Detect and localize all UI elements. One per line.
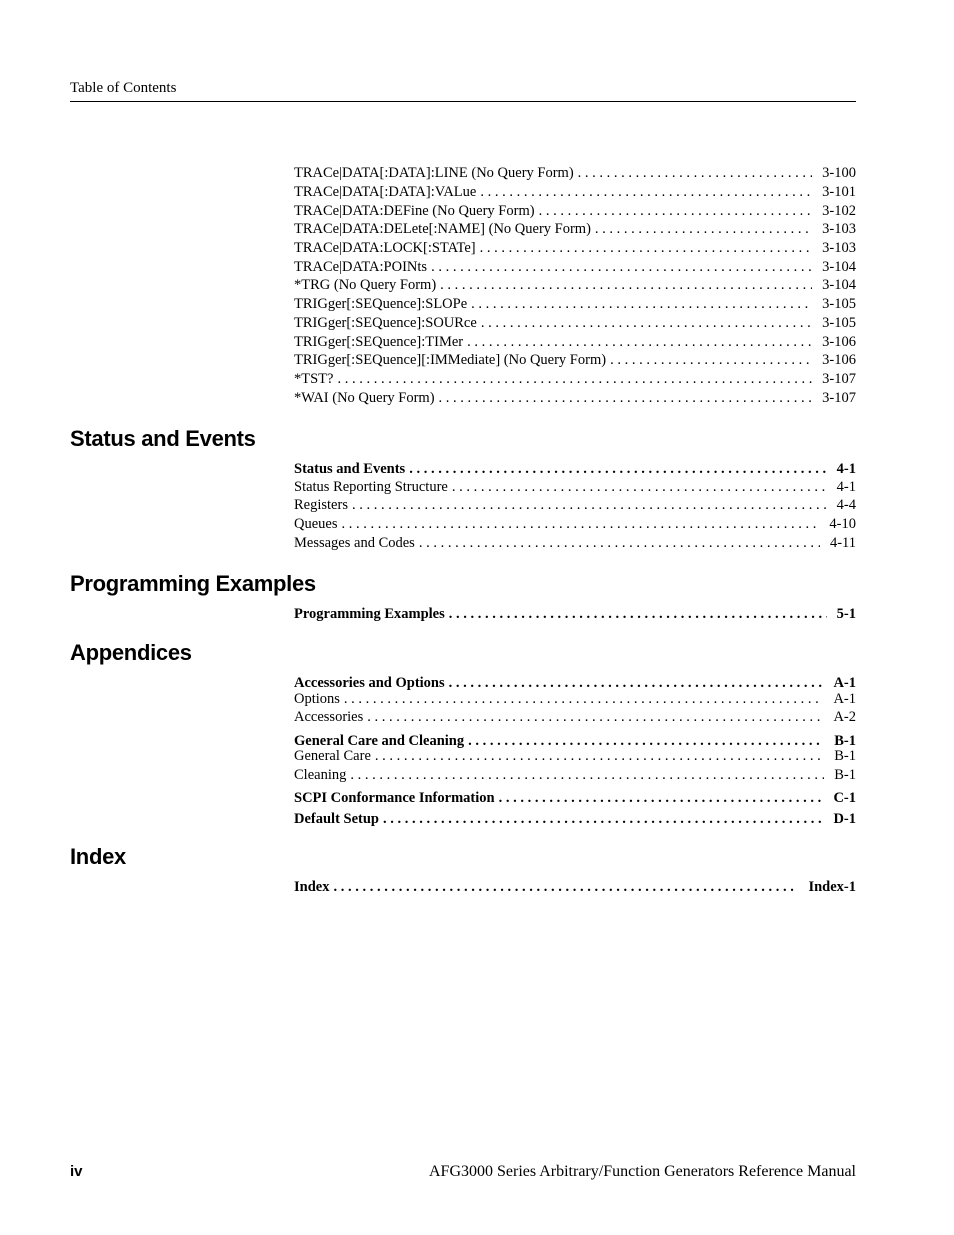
toc-entry-page: 3-101 — [822, 184, 856, 200]
toc-entry-page: B-1 — [834, 733, 856, 749]
toc-entry-title: TRIGger[:SEQuence][:IMMediate] (No Query Form) — [294, 352, 607, 368]
toc-entry-title: Programming Examples — [294, 606, 445, 622]
dot-leader — [499, 789, 824, 807]
dot-leader — [481, 314, 812, 332]
toc-entry[interactable] — [294, 534, 856, 552]
dot-leader — [467, 333, 812, 351]
toc-entry-title: TRIGger[:SEQuence]:SLOPe — [294, 296, 468, 312]
toc-entry-title: Accessories and Options — [294, 675, 445, 691]
toc-entry[interactable] — [294, 690, 856, 708]
toc-entry-title: General Care — [294, 748, 371, 764]
toc-entry-page: 4-10 — [829, 516, 856, 532]
toc-entry[interactable] — [294, 258, 856, 276]
toc-entry-title: Default Setup — [294, 811, 379, 827]
toc-entry-page: 3-104 — [822, 259, 856, 275]
dot-leader — [578, 164, 813, 182]
toc-entry-title: Queues — [294, 516, 338, 532]
dot-leader — [480, 183, 812, 201]
toc-entry-title: Options — [294, 691, 340, 707]
toc-entry-title: *TST? — [294, 371, 334, 387]
dot-leader — [367, 708, 823, 726]
toc-entry[interactable] — [294, 202, 856, 220]
dot-leader — [452, 478, 827, 496]
toc-entry-title: Status Reporting Structure — [294, 479, 448, 495]
dot-leader — [431, 258, 812, 276]
dot-leader — [383, 810, 823, 828]
toc-entry[interactable] — [294, 239, 856, 257]
dot-leader — [409, 460, 826, 478]
toc-chapter-entry[interactable] — [294, 878, 856, 896]
toc-entry-title: General Care and Cleaning — [294, 733, 465, 749]
dot-leader — [595, 220, 812, 238]
toc-entry[interactable] — [294, 314, 856, 332]
toc-entry-page: 3-103 — [822, 240, 856, 256]
toc-entry-title: Status and Events — [294, 461, 406, 477]
dot-leader — [350, 766, 824, 784]
toc-entry-page: B-1 — [834, 748, 856, 764]
toc-entry-page: 3-106 — [822, 334, 856, 350]
section-heading-programming-examples: Programming Examples — [70, 571, 316, 596]
toc-entry-page: 3-102 — [822, 203, 856, 219]
toc-entry-page: 3-107 — [822, 371, 856, 387]
toc-entry-title: TRACe|DATA:POINts — [294, 259, 428, 275]
toc-entry[interactable] — [294, 333, 856, 351]
toc-chapter-entry[interactable] — [294, 605, 856, 623]
toc-entry[interactable] — [294, 295, 856, 313]
dot-leader — [333, 878, 798, 896]
dot-leader — [344, 690, 824, 708]
toc-entry-page: B-1 — [834, 767, 856, 783]
toc-entry[interactable] — [294, 351, 856, 369]
toc-entry[interactable] — [294, 220, 856, 238]
toc-entry-page: 3-105 — [822, 315, 856, 331]
toc-entry[interactable] — [294, 276, 856, 294]
toc-entry[interactable] — [294, 708, 856, 726]
toc-entry[interactable] — [294, 370, 856, 388]
toc-chapter-entry[interactable] — [294, 460, 856, 478]
dot-leader — [539, 202, 813, 220]
toc-entry[interactable] — [294, 496, 856, 514]
section-heading-index: Index — [70, 844, 126, 869]
toc-entry-title: Messages and Codes — [294, 535, 415, 551]
dot-leader — [352, 496, 827, 514]
toc-entry[interactable] — [294, 389, 856, 407]
toc-entry[interactable] — [294, 515, 856, 533]
toc-entry-page: 3-100 — [822, 165, 856, 181]
running-head: Table of Contents — [70, 80, 856, 102]
toc-entry-title: TRIGger[:SEQuence]:TIMer — [294, 334, 464, 350]
toc-entry-title: TRIGger[:SEQuence]:SOURce — [294, 315, 477, 331]
toc-entry-page: Index-1 — [808, 879, 856, 895]
dot-leader — [375, 747, 824, 765]
toc-entry-page: 4-11 — [829, 535, 856, 551]
toc-entry-page: A-1 — [833, 691, 856, 707]
dot-leader — [480, 239, 813, 257]
section-heading-appendices: Appendices — [70, 640, 192, 665]
toc-entry[interactable] — [294, 164, 856, 182]
toc-entry-title: Index — [294, 879, 330, 895]
toc-entry-title: TRACe|DATA:DEFine (No Query Form) — [294, 203, 535, 219]
dot-leader — [342, 515, 820, 533]
dot-leader — [471, 295, 812, 313]
toc-entry-title: TRACe|DATA:LOCK[:STATe] — [294, 240, 476, 256]
dot-leader — [337, 370, 812, 388]
toc-entry-title: TRACe|DATA[:DATA]:LINE (No Query Form) — [294, 165, 574, 181]
dot-leader — [610, 351, 812, 369]
toc-entry[interactable] — [294, 183, 856, 201]
manual-title: AFG3000 Series Arbitrary/Function Generators Reference Manual — [429, 1163, 856, 1180]
toc-entry-title: *TRG (No Query Form) — [294, 277, 437, 293]
toc-entry-page: 3-105 — [822, 296, 856, 312]
toc-entry-title: TRACe|DATA[:DATA]:VALue — [294, 184, 477, 200]
toc-entry-page: 4-4 — [836, 497, 856, 513]
toc-entry-page: A-2 — [833, 709, 856, 725]
toc-entry-page: D-1 — [833, 811, 856, 827]
page-number: iv — [70, 1163, 83, 1180]
toc-entry[interactable] — [294, 766, 856, 784]
dot-leader — [419, 534, 820, 552]
toc-entry[interactable] — [294, 478, 856, 496]
toc-entry-page: 3-103 — [822, 221, 856, 237]
toc-entry-title: SCPI Conformance Information — [294, 790, 495, 806]
toc-entry-page: 5-1 — [836, 606, 856, 622]
toc-entry-title: Cleaning — [294, 767, 347, 783]
toc-chapter-entry[interactable] — [294, 789, 856, 807]
dot-leader — [440, 276, 812, 294]
dot-leader — [439, 389, 813, 407]
toc-chapter-entry[interactable] — [294, 810, 856, 828]
toc-entry-page: C-1 — [833, 790, 856, 806]
section-heading-status-events: Status and Events — [70, 426, 256, 451]
toc-entry-page: 3-106 — [822, 352, 856, 368]
toc-entry-page: 4-1 — [836, 479, 856, 495]
toc-entry-page: A-1 — [833, 675, 856, 691]
toc-entry-title: Accessories — [294, 709, 364, 725]
toc-entry[interactable] — [294, 747, 856, 765]
toc-entry-page: 4-1 — [836, 461, 856, 477]
dot-leader — [449, 605, 827, 623]
toc-entry-page: 3-107 — [822, 390, 856, 406]
toc-entry-title: Registers — [294, 497, 348, 513]
toc-entry-title: TRACe|DATA:DELete[:NAME] (No Query Form) — [294, 221, 591, 237]
toc-entry-title: *WAI (No Query Form) — [294, 390, 435, 406]
toc-entry-page: 3-104 — [822, 277, 856, 293]
